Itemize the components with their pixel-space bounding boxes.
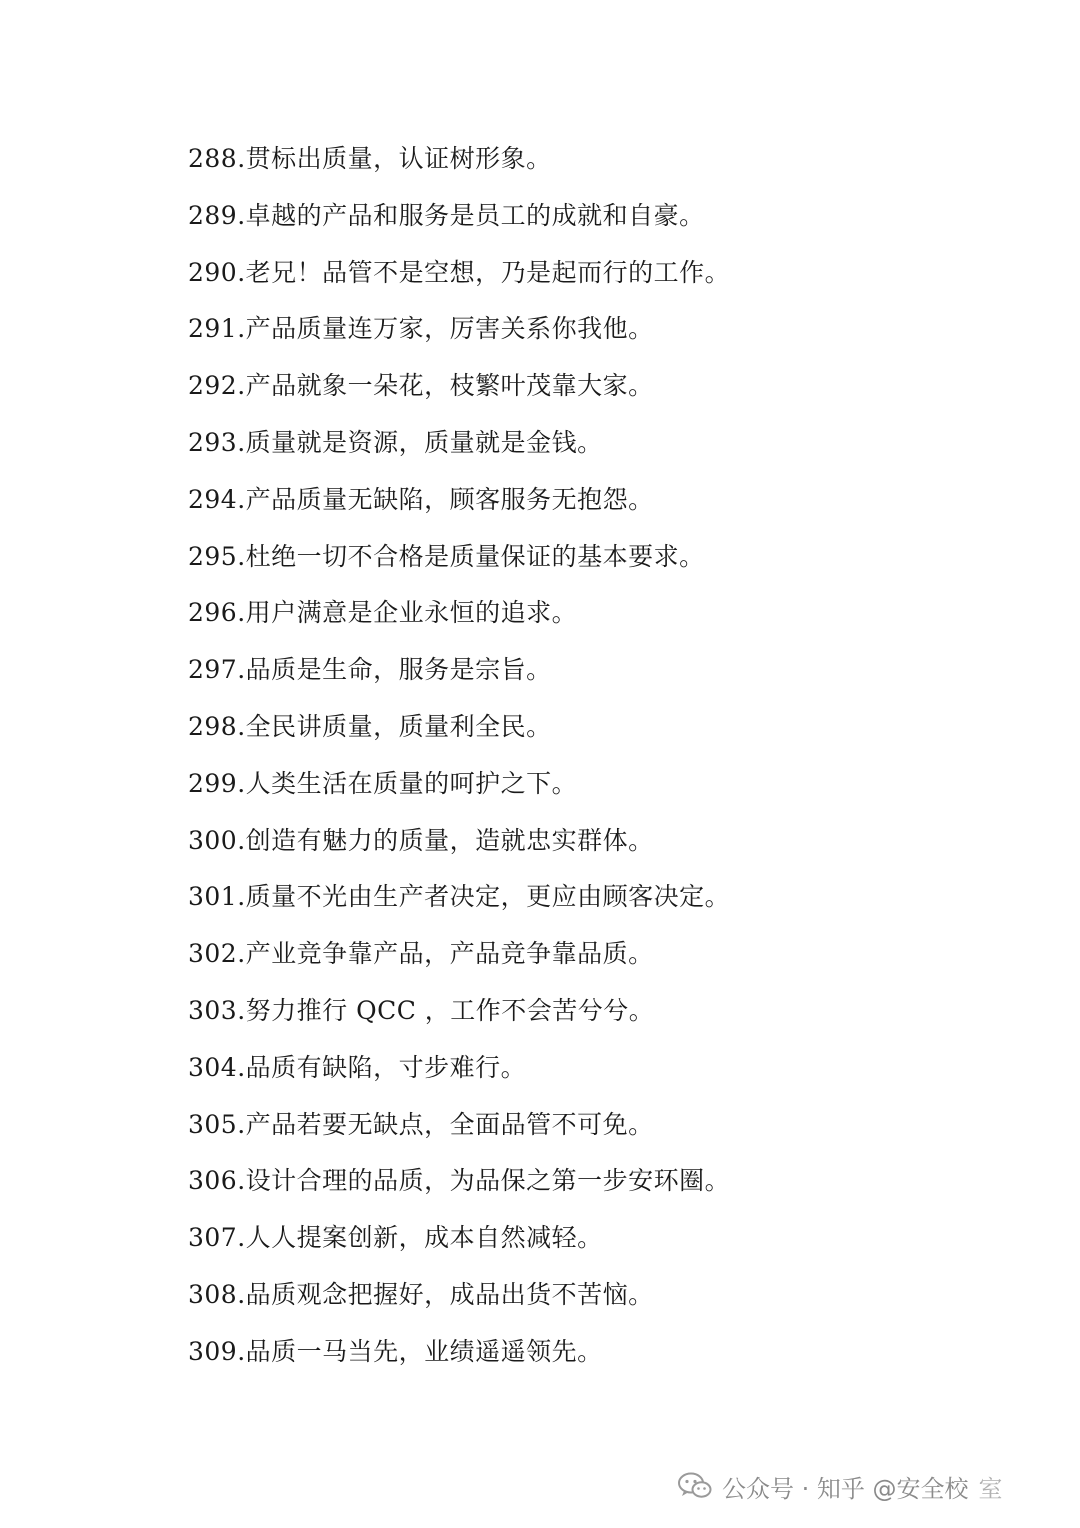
slogan-line: 298.全民讲质量，质量利全民。	[188, 711, 552, 741]
slogan-line: 293.质量就是资源，质量就是金钱。	[188, 427, 603, 457]
slogan-line: 294.产品质量无缺陷，顾客服务无抱怨。	[188, 484, 654, 514]
slogan-line: 304.品质有缺陷，寸步难行。	[188, 1052, 527, 1082]
footer-credit: 公众号 · 知乎 @安全校	[722, 1474, 969, 1503]
wechat-icon	[678, 1472, 712, 1500]
slogan-line: 300.创造有魅力的质量，造就忠实群体。	[188, 825, 654, 855]
document-body	[188, 140, 1048, 1390]
slogan-line: 291.产品质量连万家，厉害关系你我他。	[188, 314, 654, 344]
slogan-line: 289.卓越的产品和服务是员工的成就和自豪。	[188, 200, 705, 230]
footer-watermark-tail: 室	[978, 1474, 1003, 1503]
slogan-line: 309.品质一马当先，业绩遥遥领先。	[188, 1336, 603, 1366]
slogan-line: 302.产业竞争靠产品，产品竞争靠品质。	[188, 939, 654, 969]
slogan-line: 301.质量不光由生产者决定，更应由顾客决定。	[188, 882, 731, 912]
source-watermark	[678, 1466, 1003, 1506]
slogan-line: 296.用户满意是企业永恒的追求。	[188, 598, 578, 628]
slogan-line: 307.人人提案创新，成本自然减轻。	[188, 1223, 603, 1253]
slogan-line: 292.产品就象一朵花，枝繁叶茂靠大家。	[188, 371, 654, 401]
slogan-line: 308.品质观念把握好，成品出货不苦恼。	[188, 1279, 654, 1309]
slogan-line: 288.贯标出质量，认证树形象。	[188, 144, 552, 173]
slogan-line: 306.设计合理的品质，为品保之第一步安环圈。	[188, 1166, 731, 1196]
slogan-line: 299.人类生活在质量的呵护之下。	[188, 768, 578, 798]
slogan-line: 305.产品若要无缺点，全面品管不可免。	[188, 1109, 654, 1139]
slogan-line: 303.努力推行 QCC ，工作不会苦兮兮。	[188, 995, 655, 1025]
slogan-line: 290.老兄！品管不是空想，乃是起而行的工作。	[188, 257, 731, 287]
slogan-line: 297.品质是生命，服务是宗旨。	[188, 655, 552, 685]
slogan-line: 295.杜绝一切不合格是质量保证的基本要求。	[188, 541, 705, 571]
